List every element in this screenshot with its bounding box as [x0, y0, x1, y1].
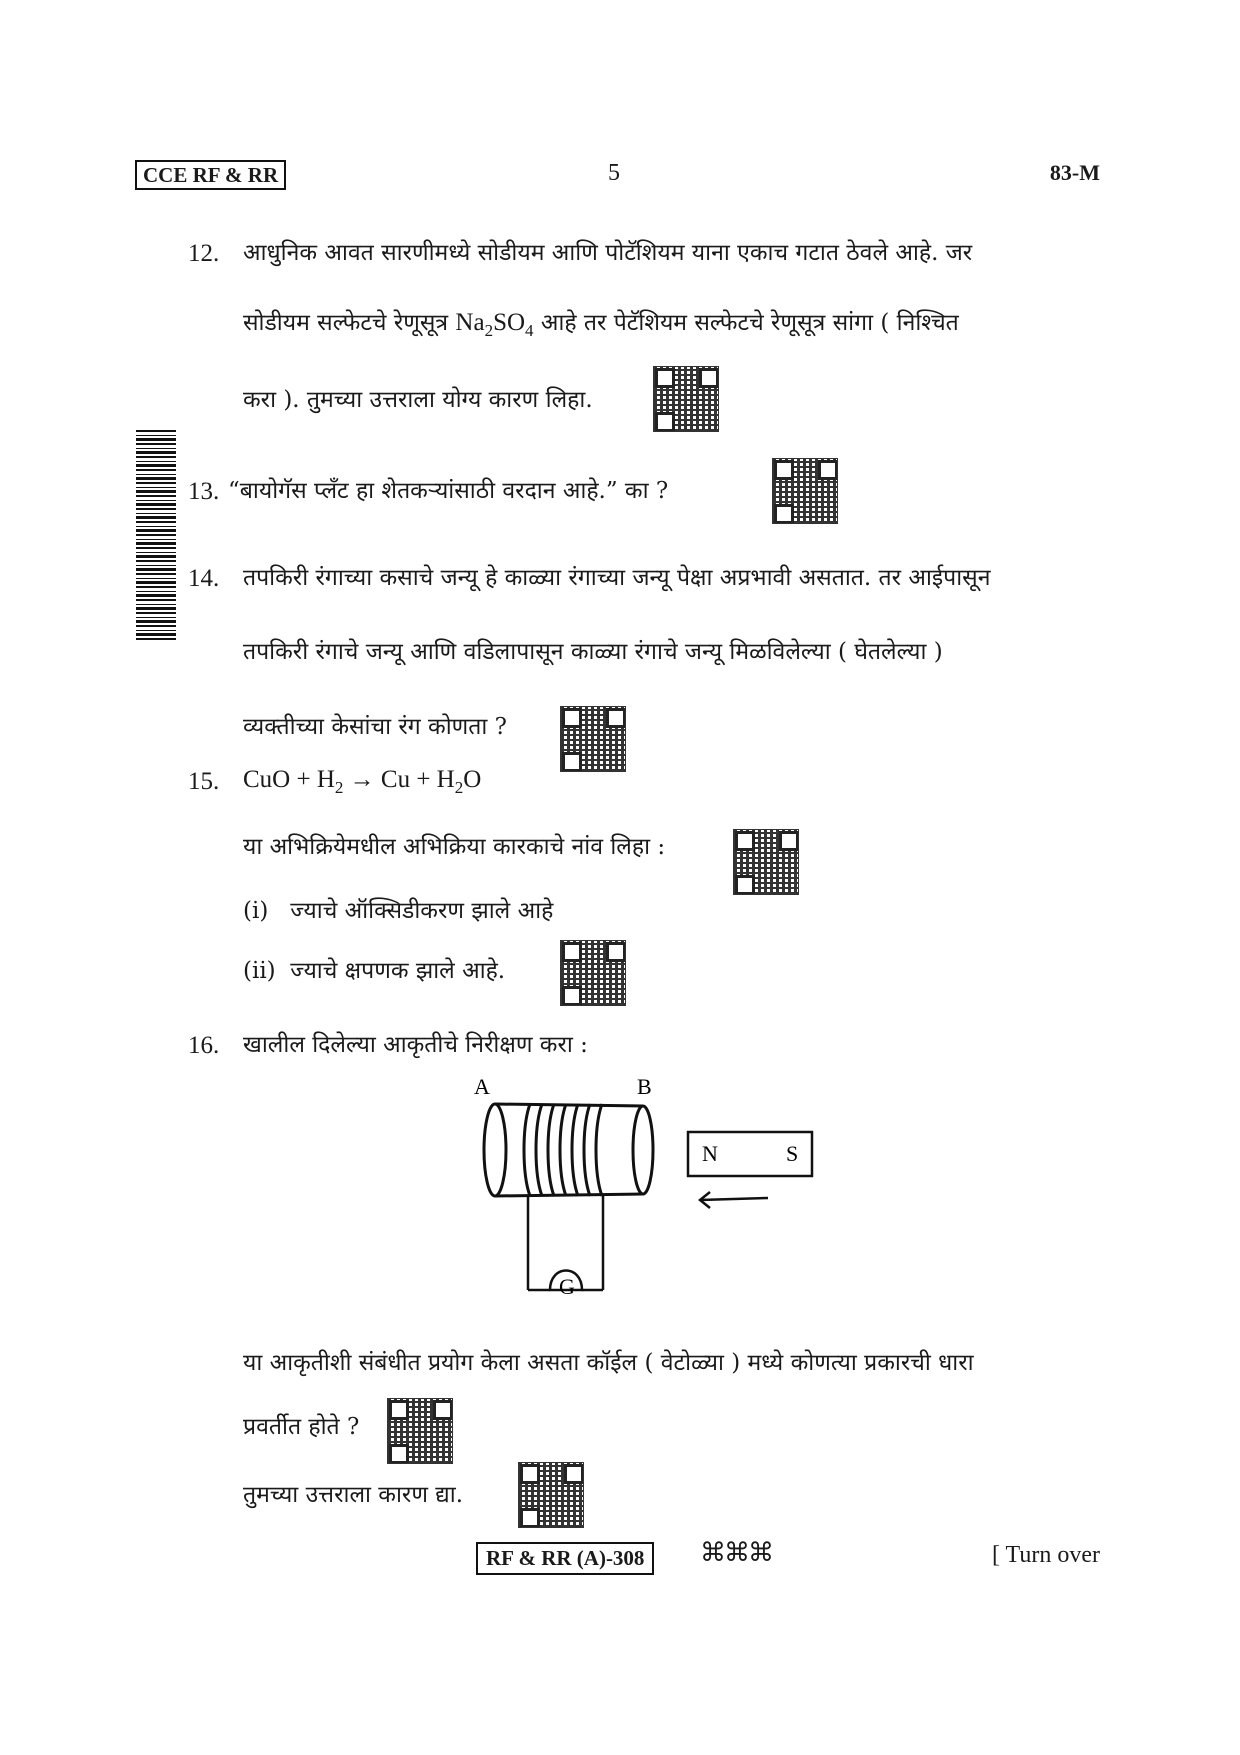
page-number: 5 — [608, 160, 620, 186]
question-16-number: 16. — [188, 1032, 220, 1059]
question-13-qr-code[interactable] — [772, 458, 838, 524]
question-16-line-3: तुमच्या उत्तराला कारण द्या. — [243, 1482, 464, 1508]
footer-paper-code: RF & RR (A)-308 — [476, 1542, 654, 1575]
question-16-qr-code[interactable] — [387, 1398, 453, 1464]
question-12-line-3: करा ). तुमच्या उत्तराला योग्य कारण लिहा. — [243, 387, 593, 413]
question-15-prompt: या अभिक्रियेमधील अभिक्रिया कारकाचे नांव लिहा : — [243, 834, 666, 860]
coil-end-b-label: B — [637, 1074, 652, 1099]
question-13-number: 13. — [188, 478, 220, 505]
question-16-reason-qr-code[interactable] — [518, 1462, 584, 1528]
question-14-number: 14. — [188, 565, 220, 592]
question-12-number: 12. — [188, 240, 220, 267]
side-barcode — [136, 428, 176, 640]
question-12-line-2-end: आहे तर पेटॅशियम सल्फेटचे रेणूसूत्र सांगा ( निश्चित — [533, 310, 959, 336]
paper-code-box: CCE RF & RR — [135, 160, 286, 190]
reaction-arrow: → — [349, 766, 375, 793]
footer-ornament: ⌘⌘⌘ — [700, 1538, 772, 1568]
question-14-line-3: व्यक्तीच्या केसांचा रंग कोणता ? — [243, 714, 507, 740]
part-ii-label: (ii) — [243, 958, 276, 984]
question-12-qr-code[interactable] — [653, 366, 719, 432]
question-16-line-1: या आकृतीशी संबंधीत प्रयोग केला असता कॉईल ( वेटोळ्या ) मध्ये कोणत्या प्रकारची धारा — [243, 1350, 974, 1376]
question-12-line-2-text: सोडीयम सल्फेटचे रेणूसूत्र — [243, 310, 456, 336]
medium-code: 83-M — [1049, 160, 1100, 185]
motion-arrow — [700, 1192, 768, 1208]
coil-end-a-label: A — [474, 1074, 490, 1099]
sodium-sulphate-formula: $Na_2SO_4$ — [455, 309, 534, 340]
magnet-south-label: S — [786, 1141, 799, 1166]
part-i-label: (i) — [243, 898, 269, 924]
question-16-prompt: खालील दिलेल्या आकृतीचे निरीक्षण करा : — [243, 1032, 588, 1058]
reaction-equation: CuO + $H_2 \to Cu + H_2O$ — [243, 766, 482, 797]
question-14-qr-code[interactable] — [560, 706, 626, 772]
question-15-ii-qr-code[interactable] — [560, 940, 626, 1006]
galvanometer — [550, 1271, 582, 1300]
question-15-qr-code[interactable] — [733, 829, 799, 895]
question-14-line-1: तपकिरी रंगाच्या कसाचे जन्यू हे काळ्या रंगाच्या जन्यू पेक्षा अप्रभावी असतात. तर आईपासून — [243, 565, 991, 591]
induction-figure — [460, 1068, 840, 1318]
part-i-text: ज्याचे ऑक्सिडीकरण झाले आहे — [290, 898, 554, 924]
question-15-part-i — [243, 896, 553, 926]
question-12-line-2 — [243, 308, 959, 346]
question-14-line-2: तपकिरी रंगाचे जन्यू आणि वडिलापासून काळ्या रंगाचे जन्यू मिळविलेल्या ( घेतलेल्या ) — [243, 639, 943, 665]
galvanometer-label: G — [559, 1274, 575, 1299]
question-12-line-1: आधुनिक आवत सारणीमध्ये सोडीयम आणि पोटॅशियम याना एकाच गटात ठेवले आहे. जर — [243, 240, 973, 266]
turn-over-note: [ Turn over — [991, 1542, 1100, 1568]
part-ii-text: ज्याचे क्षपणक झाले आहे. — [290, 958, 506, 984]
coil — [484, 1104, 653, 1196]
question-13-text: “बायोगॅस प्लँट हा शेतकऱ्यांसाठी वरदान आहे.” का ? — [228, 478, 669, 504]
magnet-north-label: N — [702, 1141, 718, 1166]
question-15-part-ii — [243, 956, 505, 986]
question-15-number: 15. — [188, 768, 220, 795]
bar-magnet — [688, 1132, 812, 1176]
question-16-line-2: प्रवर्तीत होते ? — [243, 1414, 360, 1440]
